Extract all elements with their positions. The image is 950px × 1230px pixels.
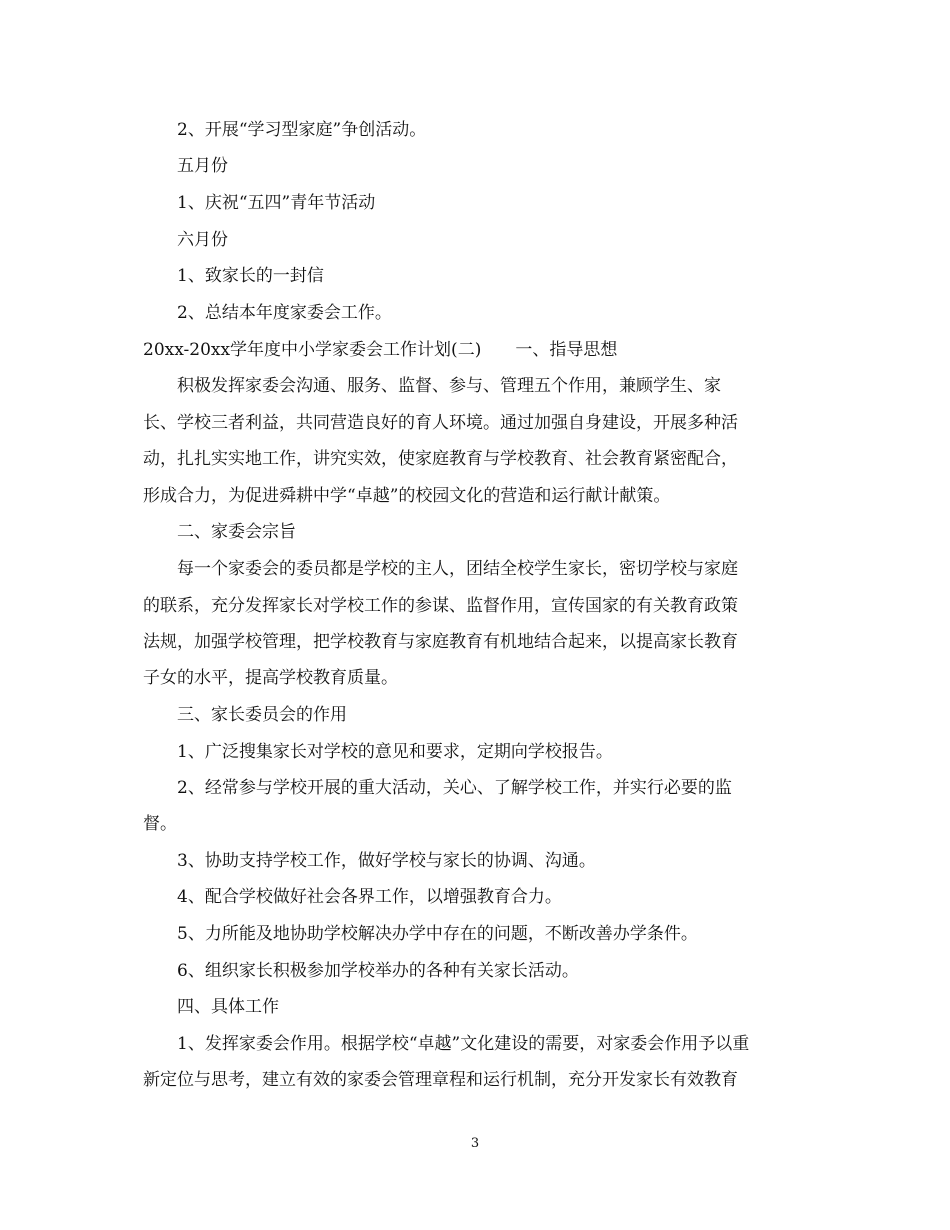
section-heading-guiding-ideology: 一、指导思想	[515, 340, 618, 360]
text-line: 1、致家长的一封信	[177, 266, 324, 286]
paragraph-line: 法规，加强学校管理，把学校教育与家庭教育有机地结合起来，以提高家长教育	[143, 632, 738, 652]
paragraph-line: 子女的水平，提高学校教育质量。	[143, 668, 398, 688]
paragraph-line: 1、发挥家委会作用。根据学校“卓越”文化建设的需要，对家委会作用予以重	[177, 1034, 750, 1054]
plan-title: 20xx-20xx学年度中小学家委会工作计划(二)	[143, 340, 482, 360]
plan-title-line	[143, 339, 617, 361]
paragraph-line: 动，扎扎实实地工作，讲究实效，使家庭教育与学校教育、社会教育紧密配合，	[143, 449, 738, 469]
list-item: 6、组织家长积极参加学校举办的各种有关家长活动。	[177, 961, 579, 981]
paragraph-line: 每一个家委会的委员都是学校的主人，团结全校学生家长，密切学校与家庭	[177, 559, 738, 579]
section-heading-purpose: 二、家委会宗旨	[177, 522, 296, 542]
paragraph-line: 积极发挥家委会沟通、服务、监督、参与、管理五个作用，兼顾学生、家	[177, 376, 721, 396]
list-item: 3、协助支持学校工作，做好学校与家长的协调、沟通。	[177, 851, 596, 871]
paragraph-line: 的联系，充分发挥家长对学校工作的参谋、监督作用，宣传国家的有关教育政策	[143, 596, 738, 616]
text-line: 2、开展“学习型家庭”争创活动。	[177, 120, 427, 140]
list-item: 4、配合学校做好社会各界工作，以增强教育合力。	[177, 887, 562, 907]
paragraph-line: 长、学校三者利益，共同营造良好的育人环境。通过加强自身建设，开展多种活	[143, 413, 738, 433]
paragraph-line: 形成合力，为促进舜耕中学“卓越”的校园文化的营造和运行献计献策。	[143, 486, 671, 506]
month-heading-may: 五月份	[177, 156, 228, 176]
list-item-continuation: 督。	[143, 814, 177, 834]
page-number: 3	[470, 1136, 480, 1151]
month-heading-june: 六月份	[177, 230, 228, 250]
list-item: 1、广泛搜集家长对学校的意见和要求，定期向学校报告。	[177, 742, 613, 762]
text-line: 2、总结本年度家委会工作。	[177, 303, 392, 323]
list-item: 5、力所能及地协助学校解决办学中存在的问题，不断改善办学条件。	[177, 924, 698, 944]
paragraph-line: 新定位与思考，建立有效的家委会管理章程和运行机制，充分开发家长有效教育	[143, 1070, 738, 1090]
list-item: 2、经常参与学校开展的重大活动，关心、了解学校工作，并实行必要的监	[177, 778, 732, 798]
text-line: 1、庆祝“五四”青年节活动	[177, 193, 376, 213]
section-heading-roles: 三、家长委员会的作用	[177, 705, 347, 725]
section-heading-specific-work: 四、具体工作	[177, 997, 279, 1017]
